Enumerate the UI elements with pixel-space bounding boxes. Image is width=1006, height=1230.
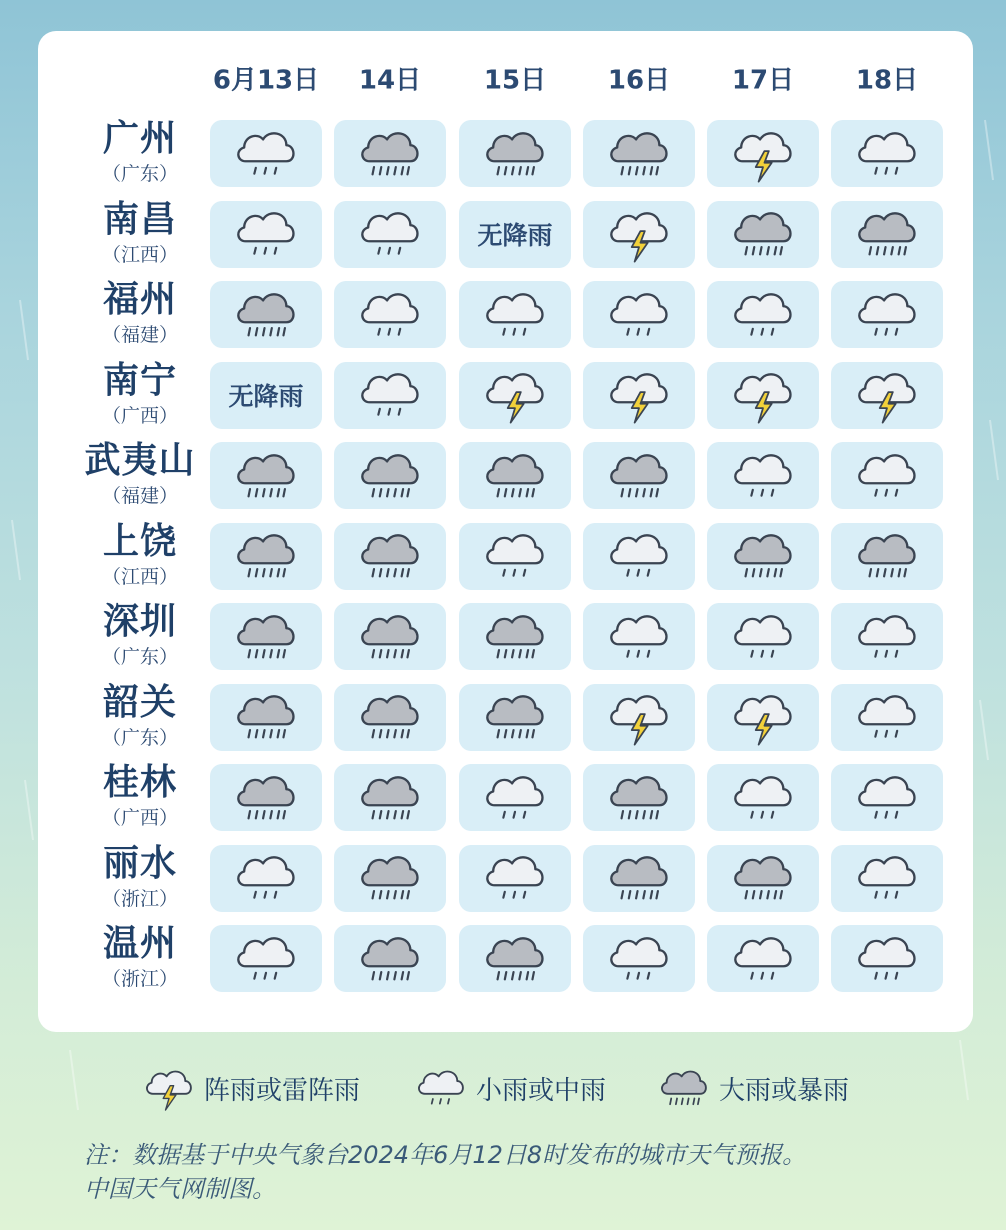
heavy-rain-cloud-icon	[477, 685, 553, 749]
heavy-rain-cloud-icon	[228, 685, 304, 749]
column-header-4: 17日	[731, 65, 795, 96]
forecast-cell	[334, 120, 446, 187]
forecast-cell	[583, 120, 695, 187]
forecast-cell	[459, 120, 571, 187]
heavy-rain-cloud-icon	[601, 444, 677, 508]
heavy-rain-cloud-icon	[352, 927, 428, 991]
heavy-rain-cloud-icon	[725, 524, 801, 588]
forecast-cell	[831, 845, 943, 912]
thunder-cloud-icon	[601, 363, 677, 427]
light-rain-cloud-icon	[849, 283, 925, 347]
heavy-rain-cloud-icon	[352, 846, 428, 910]
light-rain-cloud-icon	[849, 122, 925, 186]
forecast-cell	[831, 201, 943, 268]
city-label	[55, 200, 225, 266]
forecast-cell	[583, 925, 695, 992]
province-name: （广西）	[101, 404, 178, 427]
heavy-rain-cloud-icon	[228, 766, 304, 830]
forecast-cell	[459, 442, 571, 509]
legend-heavy	[655, 1060, 849, 1116]
forecast-cell	[210, 523, 322, 590]
light-rain-cloud-icon	[725, 444, 801, 508]
forecast-cell	[334, 845, 446, 912]
light-rain-cloud-icon	[725, 283, 801, 347]
forecast-cell	[583, 845, 695, 912]
heavy-rain-cloud-icon	[228, 444, 304, 508]
forecast-cell	[334, 684, 446, 751]
forecast-cell	[583, 201, 695, 268]
heavy-rain-cloud-icon	[601, 122, 677, 186]
forecast-cell	[210, 442, 322, 509]
province-name: （福建）	[101, 485, 178, 507]
heavy-rain-cloud-icon	[352, 444, 428, 508]
forecast-cell	[831, 925, 943, 992]
forecast-cell	[707, 281, 819, 348]
thunder-cloud-icon	[725, 685, 801, 749]
heavy-rain-cloud-icon	[849, 202, 925, 266]
province-name: （广东）	[101, 163, 178, 185]
heavy-rain-cloud-icon	[601, 846, 677, 910]
forecast-cell	[210, 684, 322, 751]
forecast-cell	[707, 925, 819, 992]
forecast-cell	[210, 281, 322, 348]
footnote-line-1: 注：数据基于中央气象台2024年6月12日8时发布的城市天气预报。	[84, 1141, 807, 1169]
forecast-cell	[831, 281, 943, 348]
legend-thunder	[140, 1060, 360, 1116]
heavy-rain-cloud-icon	[477, 927, 553, 991]
province-name: （浙江）	[101, 887, 178, 910]
forecast-cell	[459, 684, 571, 751]
province-name: （广东）	[101, 726, 178, 749]
forecast-cell	[583, 362, 695, 429]
city-label	[55, 522, 225, 588]
forecast-cell	[459, 362, 571, 429]
heavy-rain-cloud-icon	[601, 766, 677, 830]
forecast-cell	[334, 523, 446, 590]
light-rain-cloud-icon	[725, 927, 801, 991]
province-name: （江西）	[101, 243, 178, 266]
forecast-cell	[334, 201, 446, 268]
light-rain-cloud-icon	[725, 605, 801, 669]
city-name: 上饶	[102, 520, 177, 562]
forecast-cell	[334, 925, 446, 992]
province-name: （广西）	[101, 807, 178, 829]
legend-light-label: 小雨或中雨	[476, 1075, 607, 1106]
light-rain-cloud-icon	[849, 927, 925, 991]
column-header-5: 18日	[855, 65, 919, 96]
light-rain-cloud-icon	[725, 766, 801, 830]
light-rain-cloud-icon	[228, 122, 304, 186]
forecast-cell	[707, 764, 819, 831]
thunder-cloud-icon	[140, 1060, 198, 1116]
light-rain-cloud-icon	[601, 524, 677, 588]
forecast-cell	[583, 523, 695, 590]
forecast-cell	[459, 523, 571, 590]
province-name: （浙江）	[101, 968, 178, 990]
forecast-cell	[831, 764, 943, 831]
heavy-rain-cloud-icon	[228, 524, 304, 588]
forecast-cell	[334, 281, 446, 348]
forecast-cell	[583, 442, 695, 509]
column-header-1: 14日	[358, 65, 422, 96]
heavy-rain-cloud-icon	[352, 524, 428, 588]
column-header-2: 15日	[483, 65, 547, 96]
light-rain-cloud-icon	[477, 524, 553, 588]
city-name: 韶关	[102, 681, 177, 723]
city-label	[55, 844, 225, 910]
city-label	[55, 119, 225, 185]
legend-heavy-label: 大雨或暴雨	[719, 1075, 850, 1106]
heavy-rain-cloud-icon	[352, 605, 428, 669]
heavy-rain-cloud-icon	[655, 1060, 713, 1116]
thunder-cloud-icon	[601, 685, 677, 749]
city-label	[55, 441, 225, 507]
city-name: 桂林	[102, 762, 177, 803]
city-label	[55, 763, 225, 829]
heavy-rain-cloud-icon	[477, 605, 553, 669]
heavy-rain-cloud-icon	[849, 524, 925, 588]
light-rain-cloud-icon	[849, 605, 925, 669]
no-rain-label: 无降雨	[477, 221, 553, 250]
forecast-cell	[831, 523, 943, 590]
forecast-cell	[210, 120, 322, 187]
forecast-cell	[210, 603, 322, 670]
city-label	[55, 361, 225, 427]
forecast-cell	[583, 603, 695, 670]
light-rain-cloud-icon	[849, 444, 925, 508]
forecast-cell	[583, 281, 695, 348]
city-label	[55, 924, 225, 990]
city-label	[55, 280, 225, 346]
forecast-cell	[707, 201, 819, 268]
footnote	[84, 1138, 984, 1206]
forecast-cell	[334, 764, 446, 831]
thunder-cloud-icon	[725, 363, 801, 427]
thunder-cloud-icon	[601, 202, 677, 266]
light-rain-cloud-icon	[352, 283, 428, 347]
column-header-0: 6月13日	[212, 65, 320, 96]
forecast-cell	[831, 442, 943, 509]
light-rain-cloud-icon	[228, 202, 304, 266]
heavy-rain-cloud-icon	[352, 122, 428, 186]
legend-thunder-label: 阵雨或雷阵雨	[204, 1075, 361, 1106]
city-name: 福州	[102, 279, 177, 320]
city-label	[55, 602, 225, 668]
forecast-cell	[583, 764, 695, 831]
thunder-cloud-icon	[725, 122, 801, 186]
city-name: 南宁	[102, 359, 177, 401]
forecast-cell	[459, 201, 571, 268]
forecast-cell	[210, 925, 322, 992]
light-rain-cloud-icon	[849, 766, 925, 830]
city-name: 丽水	[102, 842, 177, 884]
footnote-line-2: 中国天气网制图。	[84, 1175, 276, 1203]
forecast-cell	[707, 523, 819, 590]
forecast-cell	[707, 442, 819, 509]
light-rain-cloud-icon	[601, 605, 677, 669]
forecast-cell	[459, 925, 571, 992]
column-header-3: 16日	[607, 65, 671, 96]
heavy-rain-cloud-icon	[352, 685, 428, 749]
province-name: （福建）	[101, 324, 178, 346]
forecast-cell	[210, 764, 322, 831]
city-name: 广州	[102, 118, 177, 159]
light-rain-cloud-icon	[412, 1060, 470, 1116]
light-rain-cloud-icon	[477, 846, 553, 910]
forecast-cell	[707, 684, 819, 751]
forecast-cell	[334, 442, 446, 509]
legend-light	[412, 1060, 606, 1116]
forecast-cell	[831, 120, 943, 187]
heavy-rain-cloud-icon	[228, 605, 304, 669]
forecast-cell	[459, 281, 571, 348]
city-name: 南昌	[102, 198, 177, 240]
light-rain-cloud-icon	[228, 927, 304, 991]
city-label	[55, 683, 225, 749]
forecast-cell	[707, 603, 819, 670]
thunder-cloud-icon	[477, 363, 553, 427]
no-rain-label: 无降雨	[228, 382, 304, 411]
light-rain-cloud-icon	[849, 846, 925, 910]
forecast-cell	[459, 764, 571, 831]
province-name: （广东）	[101, 646, 178, 668]
thunder-cloud-icon	[849, 363, 925, 427]
province-name: （江西）	[101, 565, 178, 588]
forecast-cell	[459, 845, 571, 912]
forecast-cell	[210, 845, 322, 912]
city-name: 温州	[102, 923, 177, 964]
heavy-rain-cloud-icon	[477, 122, 553, 186]
heavy-rain-cloud-icon	[228, 283, 304, 347]
light-rain-cloud-icon	[849, 685, 925, 749]
forecast-cell	[210, 201, 322, 268]
forecast-cell	[831, 603, 943, 670]
heavy-rain-cloud-icon	[725, 846, 801, 910]
forecast-cell	[334, 603, 446, 670]
light-rain-cloud-icon	[601, 283, 677, 347]
city-name: 武夷山	[84, 440, 196, 481]
legend	[0, 1060, 1006, 1116]
heavy-rain-cloud-icon	[725, 202, 801, 266]
forecast-cell	[831, 362, 943, 429]
forecast-cell	[707, 845, 819, 912]
light-rain-cloud-icon	[228, 846, 304, 910]
forecast-cell	[707, 120, 819, 187]
forecast-cell	[459, 603, 571, 670]
forecast-cell	[210, 362, 322, 429]
forecast-cell	[583, 684, 695, 751]
forecast-cell	[831, 684, 943, 751]
light-rain-cloud-icon	[601, 927, 677, 991]
heavy-rain-cloud-icon	[352, 766, 428, 830]
light-rain-cloud-icon	[477, 283, 553, 347]
light-rain-cloud-icon	[352, 363, 428, 427]
light-rain-cloud-icon	[352, 202, 428, 266]
light-rain-cloud-icon	[477, 766, 553, 830]
heavy-rain-cloud-icon	[477, 444, 553, 508]
city-name: 深圳	[102, 601, 177, 642]
forecast-cell	[707, 362, 819, 429]
forecast-cell	[334, 362, 446, 429]
